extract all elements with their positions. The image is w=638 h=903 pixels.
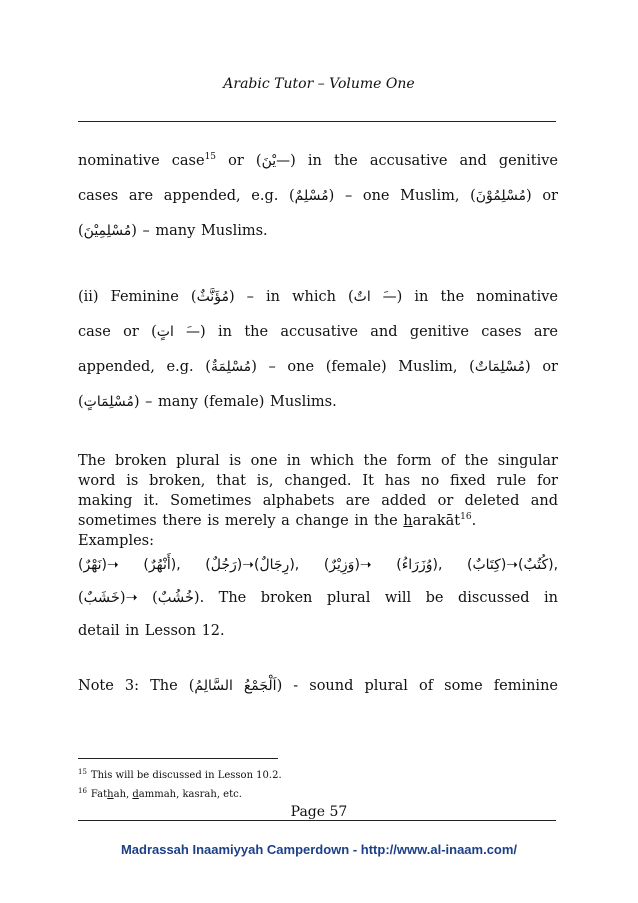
- arabic-word: مُسْلِمَاتٍ: [83, 394, 134, 410]
- arabic-term: اَلْجَمْعُ السَّالِمُ: [194, 678, 277, 694]
- arabic-word: مُسْلِمَةٌ: [210, 359, 252, 375]
- note-3: [78, 669, 558, 704]
- page-number: Page 57: [290, 804, 348, 820]
- footnote-rule: [78, 758, 278, 759]
- footer-rule: [78, 820, 556, 821]
- footnote-15: $^{15}$ This will be discussed in Lesson 10.2.: [78, 767, 282, 781]
- paragraph-sound-plural-masculine: [78, 144, 558, 249]
- text-line: detail in Lesson 12.: [78, 623, 225, 639]
- text-line: (مُسْلِمَاتٍ) – many (female) Muslims.: [78, 394, 337, 410]
- website-footer-link[interactable]: Madrassah Inaamiyyah Camperdown - http://www.al-inaam.com/: [120, 842, 518, 857]
- examples-line: (خَشَبٌ)➝ (خُشُبٌ). The broken plural will be discussed in: [78, 590, 558, 606]
- text-line: (ii) Feminine (مُؤَنَّثٌ) – in which (—َ اتٌ) in the nominative: [78, 289, 558, 305]
- text-line: Note 3: The (اَلْجَمْعُ السَّالِمُ) - sound plural of some feminine: [78, 678, 558, 694]
- text-line: cases are appended, e.g. (مُسْلِمٌ) – one Muslim, (مُسْلِمُوْنَ) or: [78, 188, 558, 204]
- text-line: nominative case$^{15}$ or (—يْنَ) in the accusative and genitive: [78, 152, 558, 169]
- arabic-word: مُسْلِمَاتٌ: [474, 359, 526, 375]
- text-line: sometimes there is merely a change in the harakāt$^{16}$.: [78, 512, 477, 529]
- footnote-ref-16[interactable]: 16: [460, 512, 472, 523]
- arabic-word: مُؤَنَّثٌ: [196, 289, 229, 305]
- running-header: Arabic Tutor – Volume One: [223, 76, 415, 92]
- text-line: (مُسْلِمِيْنَ) – many Muslims.: [78, 223, 268, 239]
- paragraph-broken-plural: [78, 451, 558, 551]
- arabic-suffix: —يْنَ: [261, 153, 291, 169]
- text-line: case or (—َ اتٍ) in the accusative and genitive cases are: [78, 324, 559, 340]
- footnote-ref-15[interactable]: 15: [204, 152, 217, 163]
- footnotes: [78, 766, 558, 804]
- text-line: word is broken, that is, changed. It has no fixed rule for: [78, 473, 558, 489]
- footnote-16: $^{16}$ Fathah, dammah, kasrah, etc.: [78, 786, 242, 800]
- examples-label: Examples:: [78, 533, 154, 549]
- header-rule: [78, 121, 556, 122]
- paragraph-feminine: [78, 280, 558, 420]
- examples-block: [78, 549, 558, 648]
- examples-line: (نَهْرٌ)➝ (أَنْهُرٌ), (رَجُلٌ)➝(رِجَالٌ), (وَزِيْرٌ)➝ (وُزَرَاءُ), (كِتَابٌ)➝(كُتُبٌ),: [78, 557, 559, 573]
- arabic-word: مُسْلِمِيْنَ: [83, 223, 132, 239]
- text-line: making it. Sometimes alphabets are added or deleted and: [78, 493, 558, 509]
- text-line: The broken plural is one in which the form of the singular: [78, 453, 558, 469]
- arabic-word: مُسْلِمٌ: [294, 188, 329, 204]
- text-line: appended, e.g. (مُسْلِمَةٌ) – one (female) Muslim, (مُسْلِمَاتٌ) or: [78, 359, 558, 375]
- arabic-word: مُسْلِمُوْنَ: [475, 188, 526, 204]
- arabic-suffix: —َ اتٌ: [353, 289, 397, 305]
- arabic-suffix: —َ اتٍ: [156, 324, 201, 340]
